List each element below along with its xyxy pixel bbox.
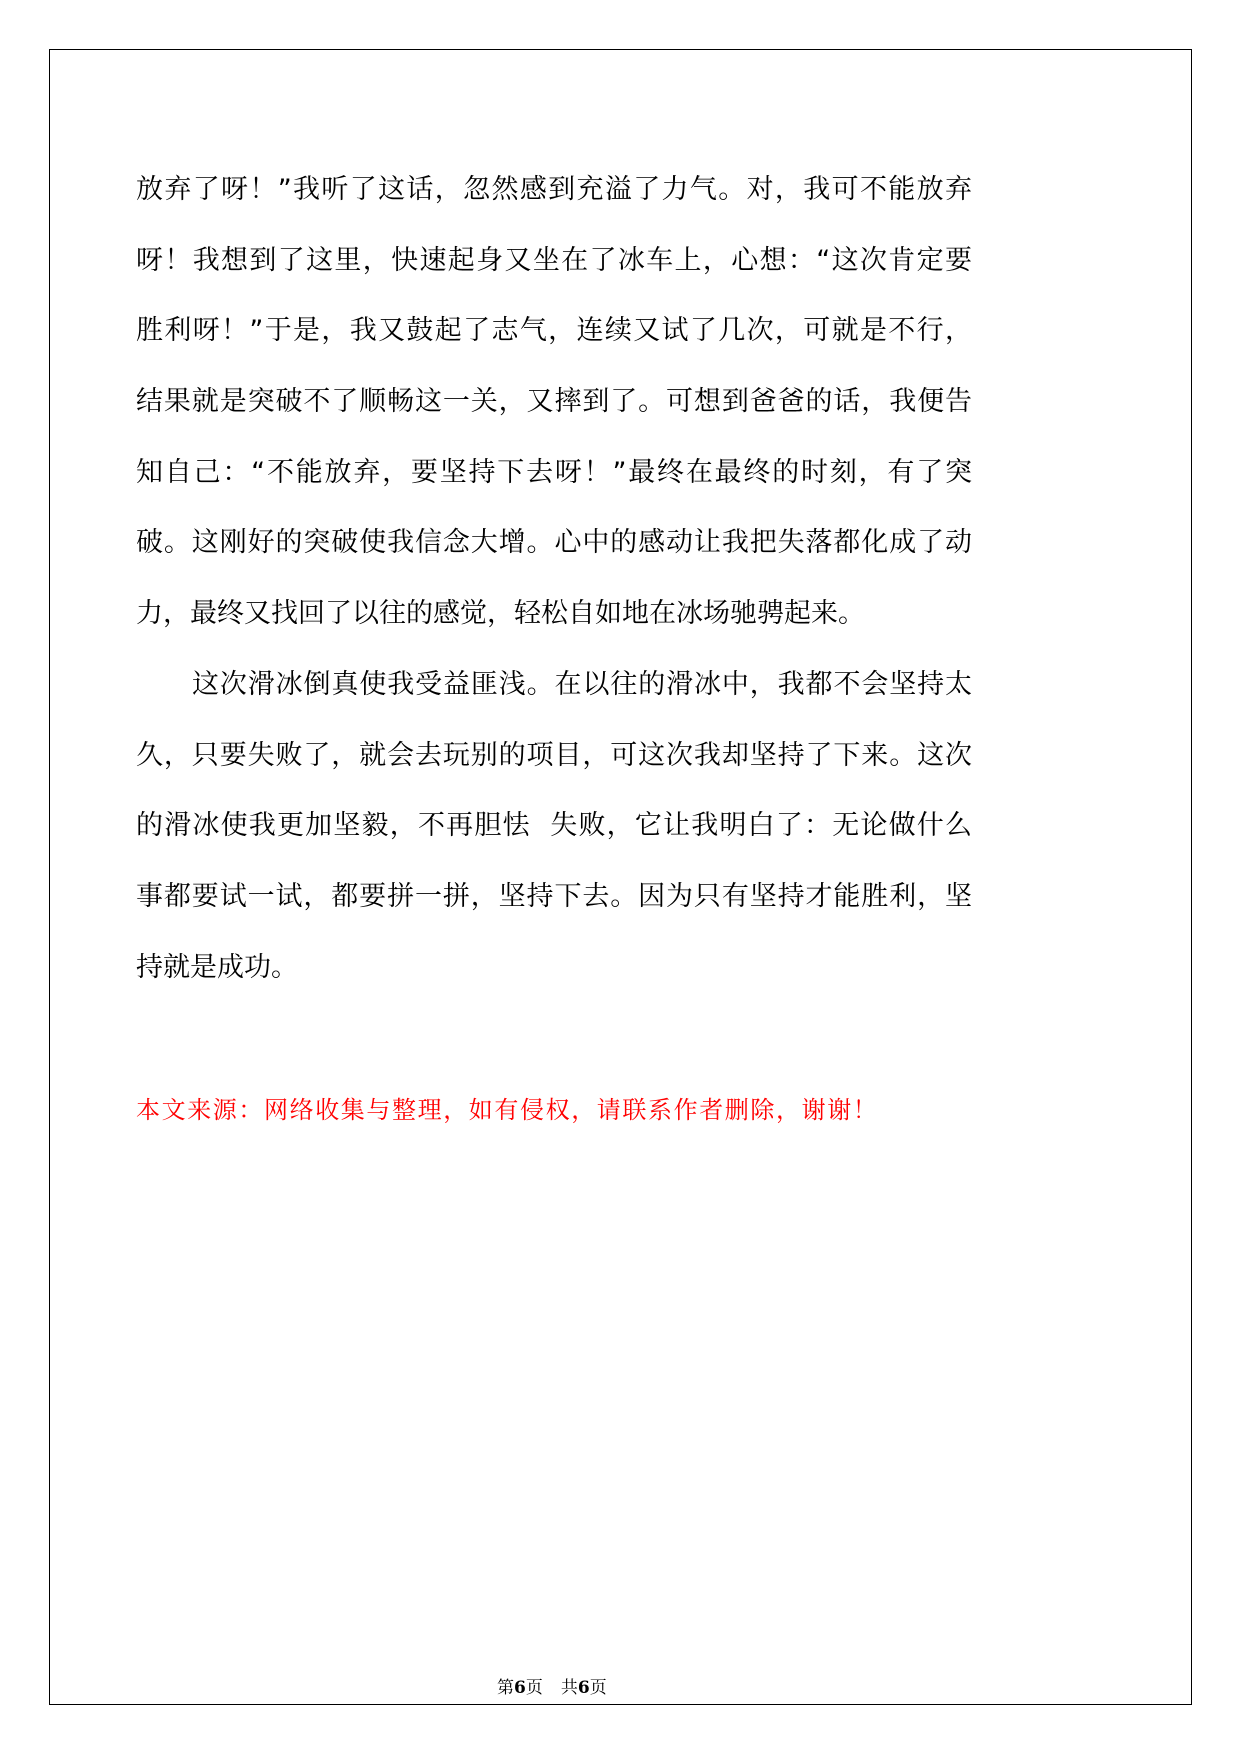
paragraph-2 xyxy=(136,650,972,1003)
paragraph-line: 事都要试一试，都要拼一拼，坚持下去。因为只有坚持才能胜利，坚 xyxy=(136,880,972,912)
total-prefix: 共 xyxy=(560,1678,578,1698)
paragraph-line: 胜利呀！”于是，我又鼓起了志气，连续又试了几次，可就是不行， xyxy=(136,315,972,347)
paragraph-line: 破。这刚好的突破使我信念大增。心中的感动让我把失落都化成了动 xyxy=(136,527,972,559)
paragraph-line: 持就是成功。 xyxy=(136,951,298,983)
total-suffix: 页 xyxy=(589,1678,607,1698)
page-number: 6 xyxy=(514,1678,526,1698)
paragraph-line: 力，最终又找回了以往的感觉，轻松自如地在冰场驰骋起来。 xyxy=(136,598,865,630)
paragraph-line: 结果就是突破不了顺畅这一关，又摔到了。可想到爸爸的话，我便告 xyxy=(136,386,972,418)
page-prefix: 第 xyxy=(497,1678,514,1698)
paragraph-line: 知自己：“不能放弃，要坚持下去呀！”最终在最终的时刻，有了突 xyxy=(136,456,972,488)
paragraph-1 xyxy=(136,155,972,650)
paragraph-line: 久，只要失败了，就会去玩别的项目，可这次我却坚持了下来。这次 xyxy=(136,739,972,771)
paragraph-line: 放弃了呀！”我听了这话，忽然感到充溢了力气。对，我可不能放弃 xyxy=(136,174,972,205)
paragraph-line: 呀！我想到了这里，快速起身又坐在了冰车上，心想：“这次肯定要 xyxy=(136,244,972,276)
total-pages-label xyxy=(561,1678,607,1698)
page-footer xyxy=(497,1678,657,1698)
source-note: 本文来源：网络收集与整理，如有侵权，请联系作者删除，谢谢！ xyxy=(136,1096,879,1124)
paragraph-line: 的滑冰使我更加坚毅，不再胆怯 失败，它让我明白了：无论做什么 xyxy=(136,810,972,842)
total-pages: 6 xyxy=(577,1678,590,1698)
document-body xyxy=(136,155,972,1003)
paragraph-line: 这次滑冰倒真使我受益匪浅。在以往的滑冰中，我都不会坚持太 xyxy=(192,668,972,700)
page-number-label xyxy=(497,1678,543,1698)
page-suffix: 页 xyxy=(525,1678,543,1698)
